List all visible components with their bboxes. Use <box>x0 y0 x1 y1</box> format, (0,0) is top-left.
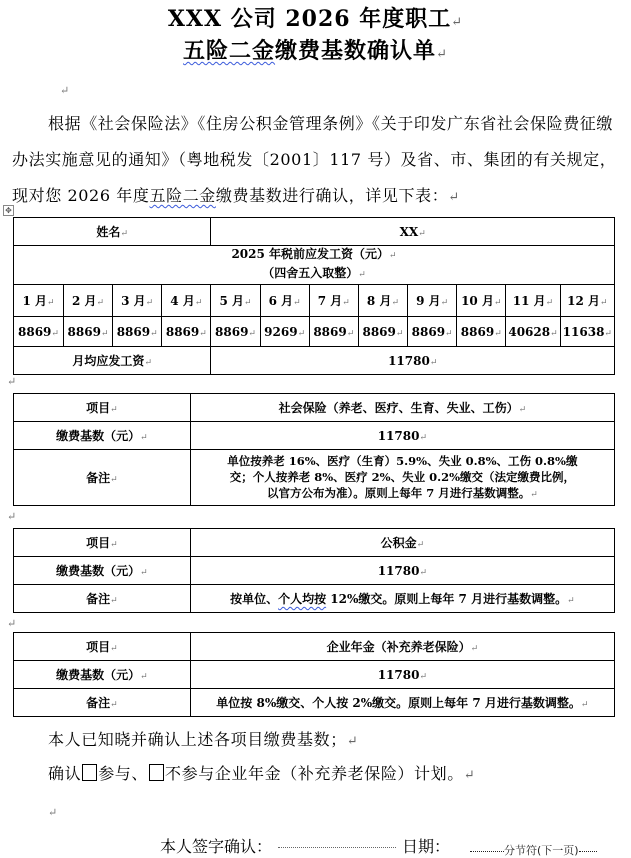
item-label-cell: 项目↵ <box>14 633 191 661</box>
month-header-cell: 10 月↵ <box>457 285 506 317</box>
note-label-cell: 备注↵ <box>14 585 191 613</box>
salary-header-line1: 2025 年税前应发工资（元） <box>231 247 390 261</box>
paragraph-mark-icon: ↵ <box>463 768 476 783</box>
salary-header-cell: 2025 年税前应发工资（元）↵ （四舍五入取整）↵ <box>14 246 615 285</box>
avg-value-cell: 11780↵ <box>211 347 615 375</box>
intro-text-part1: 根据《社会保险法》《住房公积金管理条例》《关于印发广东省社会保险费征缴办法实施意见的通知》（粤地税发〔2001〕117 号）及省、市、集团的有关规定，现对您 2026 年度 <box>12 114 617 205</box>
table-row <box>14 529 615 557</box>
table-row <box>14 347 615 375</box>
item-value-cell: 社会保险（养老、医疗、生育、失业、工伤）↵ <box>190 394 614 422</box>
item-value-cell: 公积金↵ <box>190 529 614 557</box>
enterprise-annuity-table <box>13 632 615 717</box>
section-break-marker <box>470 842 597 858</box>
table-row <box>14 246 615 285</box>
month-header-cell: 9 月↵ <box>408 285 457 317</box>
base-value-cell: 11780↵ <box>190 422 614 450</box>
base-label-cell: 缴费基数（元）↵ <box>14 557 191 585</box>
table-row <box>14 285 615 317</box>
table-row <box>14 218 615 246</box>
document-title-line2 <box>0 34 631 65</box>
title-line2-text: 缴费基数确认单 <box>275 38 437 64</box>
confirm-paragraph <box>12 722 622 760</box>
month-header-cell: 4 月↵ <box>162 285 211 317</box>
base-label-cell: 缴费基数（元）↵ <box>14 661 191 689</box>
paragraph-mark-icon: ↵ <box>436 47 448 62</box>
month-header-cell: 6 月↵ <box>260 285 309 317</box>
item-value-cell: 企业年金（补充养老保险）↵ <box>190 633 614 661</box>
social-insurance-table <box>13 393 615 506</box>
table-row <box>14 317 615 347</box>
month-salary-cell: 40628↵ <box>506 317 560 347</box>
title-wavy-text: 五险二金 <box>183 38 276 64</box>
month-header-cell: 5 月↵ <box>211 285 260 317</box>
paragraph-mark-icon: ↵ <box>60 84 70 97</box>
choice-option-not-participate: 不参与企业年金（补充养老保险）计划。 <box>165 764 464 783</box>
signature-line <box>160 834 450 857</box>
table-row <box>14 422 615 450</box>
month-salary-cell: 8869↵ <box>309 317 358 347</box>
paragraph-mark-icon: ↵ <box>48 806 58 819</box>
month-salary-cell: 11638↵ <box>560 317 614 347</box>
name-label-cell: 姓名↵ <box>14 218 211 246</box>
month-header-cell: 11 月↵ <box>506 285 560 317</box>
note-label-cell: 备注↵ <box>14 689 191 717</box>
table-row <box>14 633 615 661</box>
paragraph-mark-icon: ↵ <box>346 734 359 749</box>
intro-text-part2: 缴费基数进行确认，详见下表： <box>215 186 449 205</box>
section-break-label: 分节符(下一页) <box>504 844 579 857</box>
table-row <box>14 689 615 717</box>
month-header-cell: 8 月↵ <box>358 285 407 317</box>
month-salary-cell: 8869↵ <box>358 317 407 347</box>
item-label-cell: 项目↵ <box>14 394 191 422</box>
item-label-cell: 项目↵ <box>14 529 191 557</box>
note-value-cell: 单位按养老 16%、医疗（生育）5.9%、失业 0.8%、工伤 0.8%缴 交；个人按养老 8%、医疗 2%、失业 0.2%缴交（法定缴费比例， 以官方公布为准）。原则上每年 7 月进行基数调整。↵ <box>190 450 614 506</box>
salary-table <box>13 217 615 375</box>
annuity-choice-paragraph <box>12 756 622 794</box>
paragraph-mark-icon: ↵ <box>7 510 17 523</box>
month-salary-cell: 8869↵ <box>211 317 260 347</box>
housing-fund-table <box>13 528 615 613</box>
table-row <box>14 394 615 422</box>
month-salary-cell: 8869↵ <box>162 317 211 347</box>
signature-label: 本人签字确认： <box>160 837 273 856</box>
base-value-cell: 11780↵ <box>190 661 614 689</box>
month-header-cell: 2 月↵ <box>63 285 112 317</box>
paragraph-mark-icon: ↵ <box>7 375 17 388</box>
title-line1-text: XXX 公司 2026 年度职工 <box>167 6 452 32</box>
document-title-line1 <box>0 2 631 33</box>
not-participate-checkbox[interactable] <box>149 764 164 781</box>
month-salary-cell: 8869↵ <box>63 317 112 347</box>
avg-label-cell: 月均应发工资↵ <box>14 347 211 375</box>
month-header-cell: 3 月↵ <box>113 285 162 317</box>
table-row <box>14 661 615 689</box>
table-move-handle-icon[interactable]: ✥ <box>3 205 14 216</box>
note-label-cell: 备注↵ <box>14 450 191 506</box>
table-row <box>14 450 615 506</box>
month-header-cell: 7 月↵ <box>309 285 358 317</box>
month-header-cell: 1 月↵ <box>14 285 64 317</box>
month-salary-cell: 9269↵ <box>260 317 309 347</box>
note-value-cell: 单位按 8%缴交、个人按 2%缴交。原则上每年 7 月进行基数调整。↵ <box>190 689 614 717</box>
date-label: 日期： <box>402 837 451 856</box>
paragraph-mark-icon: ↵ <box>451 15 464 30</box>
note-value-cell: 按单位、个人均按 12%缴交。原则上每年 7 月进行基数调整。↵ <box>190 585 614 613</box>
participate-checkbox[interactable] <box>82 764 97 781</box>
signature-field[interactable] <box>278 847 396 848</box>
month-salary-cell: 8869↵ <box>113 317 162 347</box>
intro-paragraph <box>12 106 622 216</box>
choice-option-participate: 参与、 <box>98 764 149 783</box>
salary-header-line2: （四舍五入取整） <box>262 266 359 280</box>
intro-wavy-text: 五险二金 <box>149 186 216 205</box>
name-value-cell: XX↵ <box>211 218 615 246</box>
base-value-cell: 11780↵ <box>190 557 614 585</box>
choice-prefix: 确认 <box>48 764 82 783</box>
month-salary-cell: 8869↵ <box>457 317 506 347</box>
table-row <box>14 585 615 613</box>
paragraph-mark-icon: ↵ <box>448 190 460 205</box>
month-header-cell: 12 月↵ <box>560 285 614 317</box>
paragraph-mark-icon: ↵ <box>7 617 17 630</box>
month-salary-cell: 8869↵ <box>408 317 457 347</box>
base-label-cell: 缴费基数（元）↵ <box>14 422 191 450</box>
month-salary-cell: 8869↵ <box>14 317 64 347</box>
table-row <box>14 557 615 585</box>
confirm-text: 本人已知晓并确认上述各项目缴费基数； <box>48 730 347 749</box>
